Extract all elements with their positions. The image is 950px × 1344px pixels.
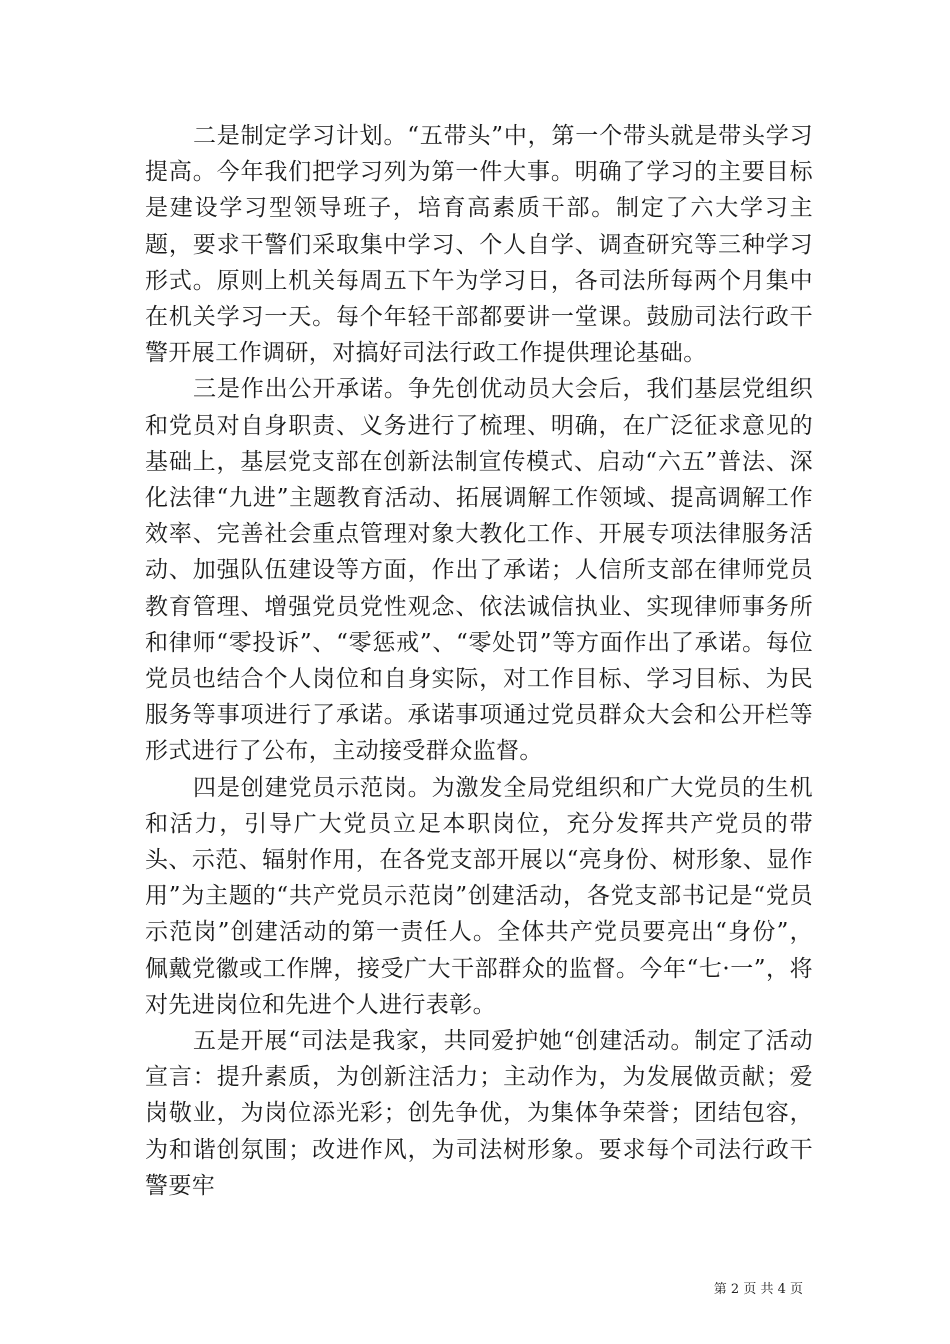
paragraph-study-plan: 二是制定学习计划。“五带头”中，第一个带头就是带头学习提高。今年我们把学习列为第一件大事。明确了学习的主要目标是建设学习型领导班子，培育高素质干部。制定了六大学习主题，要求干警们采取集中学习、个人自学、调查研究等三种学习形式。原则上机关每周五下午为学习日，各司法所每两个月集中在机关学习一天。每个年轻干部都要讲一堂课。鼓励司法行政干警开展工作调研，对搞好司法行政工作提供理论基础。 xyxy=(145,123,813,367)
paragraph-model-post: 四是创建党员示范岗。为激发全局党组织和广大党员的生机和活力，引导广大党员立足本职岗位，充分发挥共产党员的带头、示范、辐射作用，在各党支部开展以“亮身份、树形象、显作用”为主题的“共产党员示范岗”创建活动，各党支部书记是“党员示范岗”创建活动的第一责任人。全体共产党员要亮出“身份”，佩戴党徽或工作牌，接受广大干部群众的监督。今年“七·一”，将对先进岗位和先进个人进行表彰。 xyxy=(145,774,813,1018)
document-body xyxy=(145,118,813,1204)
paragraph-justice-home-campaign: 五是开展“司法是我家，共同爱护她“创建活动。制定了活动宣言：提升素质，为创新注活力；主动作为，为发展做贡献；爱岗敬业，为岗位添光彩；创先争优，为集体争荣誉；团结包容，为和谐创氛围；改进作风，为司法树形象。要求每个司法行政干警要牢 xyxy=(145,1028,813,1199)
page-number-footer: 第 2 页 共 4 页 xyxy=(713,1282,803,1297)
paragraph-public-commitment: 三是作出公开承诺。争先创优动员大会后，我们基层党组织和党员对自身职责、义务进行了梳理、明确，在广泛征求意见的基础上，基层党支部在创新法制宣传模式、启动“六五”普法、深化法律“九进”主题教育活动、拓展调解工作领域、提高调解工作效率、完善社会重点管理对象大教化工作、开展专项法律服务活动、加强队伍建设等方面，作出了承诺；人信所支部在律师党员教育管理、增强党员党性观念、依法诚信执业、实现律师事务所和律师“零投诉”、“零惩戒”、“零处罚”等方面作出了承诺。每位党员也结合个人岗位和自身实际，对工作目标、学习目标、为民服务等事项进行了承诺。承诺事项通过党员群众大会和公开栏等形式进行了公布，主动接受群众监督。 xyxy=(145,376,813,765)
